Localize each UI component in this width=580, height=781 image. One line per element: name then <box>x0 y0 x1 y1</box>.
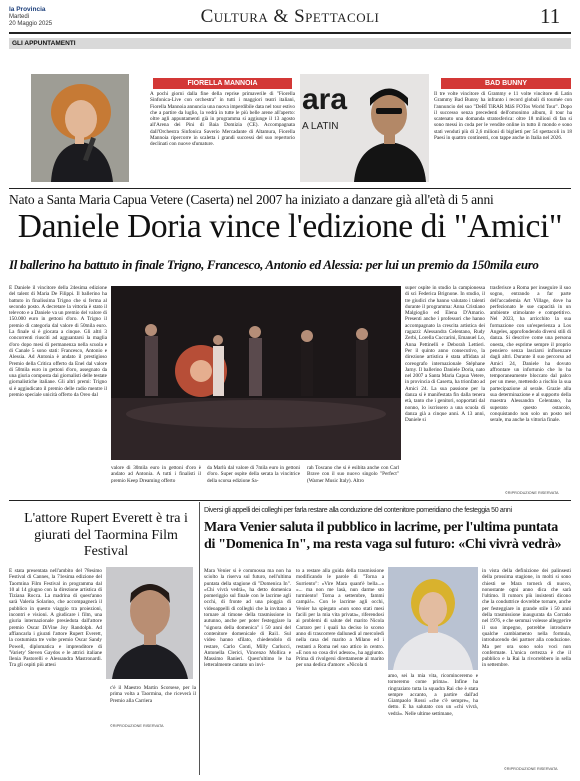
column-divider <box>199 502 200 775</box>
venier-col1: Mara Venier si è commossa ma non ha sciolto la riserva sul futuro, nell'ultima puntata della stagione di "Domenica In". «Chi vivrà vedrà», ha detto domenica pomeriggio sul finale con le lacrime agli occhi, di fronte ad una pioggia di videoappelli di colleghi che la invitano a tornare al timone della trasmissione in autunno, anche per poter festeggiare la "signora della domenica" i 50 anni del contenitore domenicale di Rai1. Sul video hanno sfilato, chiedendolo di restare, Carlo Conti, Milly Carlucci, Antonella Clerici, Vincenzo Mollica e Massimo Ranieri. Quest'ultimo le ha letteralmente cantato un invi- <box>204 568 291 669</box>
section-title: Cultura & Spettacoli <box>200 6 380 27</box>
everett-headline: L'attore Rupert Everett è tra i giurati del Taormina Film Festival <box>24 511 188 559</box>
venier-col3: amo, sei la mia vita, ricominceremo e torneremo come prima». Infine ha ringraziato tutta la squadra Rai che è stata sempre accanto, a partire dall'ad Giampaolo Rossi «che c'è sempre», ha detto. E ha salutato con un «chi vivrà, vedrà». Nelle ultime settimane, <box>388 673 478 717</box>
badbunny-photo <box>300 74 429 182</box>
venier-col2: to a restare alla guida della trasmissione modificando le parole di "Torna a Surriento": «Vire Mara quant'è bella...» «... ma non me lasà, nun darme sto turmiento! Torna a settembre, fammi campà!». Con le lacrime agli occhi, Venier ha spiegato «non sono stati mesi facili per la mia vita privata», riferendosi ai problemi di salute del marito Nicola Carraro per i quali ha deciso lo scorso anno di trascorrere dallunedì al mercoledì nella casa del marito a Milano ed i restanti a Roma nel suo attico in centro. «E non so cosa divi adesso», ha aggiunto. Prima di rivolgersi direttamente al marito per una dedica d'amore: «Nicola ti <box>296 568 384 669</box>
doria-col4: super ospite in studio la campionessa di sci Federica Brignone. In studio, il tre giudici che hanno valutato i talenti durante il programma: Anna Cristiano Malgioglio ed Elena D'Amario. Presenti anche i professori che hanno accompagnato la crescita artistica dei ragazzi: Alessandra Celentano, Rudy Zerbi, Lorella Cuccarini, Emanuel Lo, Anna Pettinelli e Deborah Lettieri. Per il quinto anno consecutivo, la direzione artistica è stata affidata al coreografo internazionale Stéphane Jarny. Il ballerino Daniele Doria, nato nel 2007 a Santa Maria Capua Vetere, in provincia di Caserta, ha trionfato ad Amici 24. La sua passione per la danza si è manifestata fin dalla tenera età, tanto che i genitori, sopportati dal nonno, lo iscrissero a una scuola di danza già a cinque anni. A 13 anni, Daniele si <box>405 285 485 424</box>
doria-photo <box>111 286 401 460</box>
venier-photo <box>388 567 478 670</box>
doria-caption2: da Marlù dal valore di 7mila euro in gettoni d'oro. Super ospite della serata la vincitrice della scorsa edizione Sa- <box>207 465 300 484</box>
mannoia-title: FIORELLA MANNOIA <box>153 78 292 89</box>
mannoia-body: A pochi giorni dalla fine della reprise primaverile di "Fiorella Sinfonica-Live con orchestra" in tutti i maggiori teatri italiani, Fiorella Mannoia annuncia una nuova imperdibile data nel tour estivo che a partire da luglio, la vedrà in tutte le più belle arene all'aperto: oltre agli appuntamenti già in programma si aggiunge il 13 agosto all'Arena dei Pini di Baia Domizia (CE). Accompagnata dall'Orchestra Sinfonica Saverio Mercadante di Altamura, Fiorella Mannoia ripercorre in scaletta i grandi successi del suo repertorio declinati con nuove sfumature. <box>150 91 295 148</box>
doria-col1: È Daniele il vincitore della 24esima edizione del talent di Maria De Filippi. Il ballerino ha battuto in finalissima Trigno che si ferma al secondo posto. A decretare la vittoria è stato il televoto e a Daniele va un premio del valore di 150.000 euro in gettoni d'oro. A Trigno il premio di categoria dal valore di 50mila euro. La finale si è giocata a cinque. Gli altri 3 concorrenti riusciti ad agguantarsi la maglia d'oro dopo mesi di permanenza nella scuola e di Canale 5 sono stati: Francesco, Antonio e Alessia. Ad Antonia è andato il prestigioso Premio della Critica offerto da Enel dal valore di 50mila euro in gettoni d'oro, assegnato da una giuria composta dai giornalisti delle testate giornalistiche italiane. Gli altri premi: Trigno si è aggiudicato il premio delle radio mentre il premio speciale unicità offerto da Oreo dal <box>9 285 107 399</box>
venier-col4: in vista della definizione dei palinsesti della prossima stagione, in molti si sono chiesti se Mara tornerà di nuovo, nonostante ogni anno dica che sarà l'ultimo. Il rumors più insistenti dicono che la conduttrice dovrebbe tornare, anche per festeggiare in grande stile i 50 anni della trasmissione inaugurata da Corrado nel 1976, e che semmai volesse alleggerire il suo impegno, potrebbe introdurre qualche cambiamento nella formula, introducendo dei partner alla conduzione. Ma per ora sono solo voci non confermate. L'unica certezza è che il pubblico e la Rai la rivorrebbero in sella in settembre. <box>482 568 571 669</box>
page-number: 11 <box>540 4 561 28</box>
venier-credit: ©RIPRODUZIONE RISERVATA <box>504 767 558 771</box>
everett-credit: ©RIPRODUZIONE RISERVATA <box>110 724 164 728</box>
venier-headline: Mara Venier saluta il pubblico in lacrime, per l'ultima puntata di "Domenica In", ma resta vaga sul futuro: «Chi vivrà vedrà» <box>204 520 562 552</box>
badbunny-title: BAD BUNNY <box>441 78 571 89</box>
day-label: Martedì <box>9 14 30 20</box>
doria-caption3: rah Toscano che si è esibita anche con Carl Brave con il suo nuovo singolo "Perfect" (Warner Music Italy). Altro <box>307 465 399 484</box>
date-label: 20 Maggio 2025 <box>9 21 53 27</box>
appuntamenti-label: GLI APPUNTAMENTI <box>12 40 76 47</box>
doria-headline: Daniele Doria vince l'edizione di "Amici" <box>17 208 563 245</box>
appuntamenti-bar <box>9 38 571 49</box>
doria-credit: ©RIPRODUZIONE RISERVATA <box>505 491 559 495</box>
venier-kicker: Diversi gli appelli dei colleghi per farla restare alla conduzione del contenitore pomeridiano che festeggia 50 anni <box>204 507 512 514</box>
everett-body: È stata presentata nell'ambito del 78esimo Festival di Cannes, la 71esima edizione del Taormina Film Festival in programma dal 10 al 14 giugno con la direzione artistica di Tiziana Rocca. La madrina di quest'anno sarà Valeria Solarino, che accompagnerà il pubblico in questo viaggio tra proiezioni, incontri e visioni. A giudicare i film, una giuria internazionale presieduta dall'attore premio Oscar DiVine Joy Randolph. Ad affiancarla i giurati l'attore Rupert Everett, la costumista tre volte premio Oscar Sandy Powell, diplomatica e imprenditore di 'Variety' Steven Gaydos e le attrici italiane Ilenia Pastorelli e Alessandra Mastronardi. Tra gli ospiti più attesi <box>9 568 102 669</box>
badbunny-body: Il tre volte vincitore di Grammy e 11 volte vincitore di Latin Grammy Bad Bunny ha infranto i record globali di tournée con l'annuncio del suo "DeBÍ TiRAR MáS FOTos World Tour". Dopo il successo senza precedenti dell'omonimo album, il tour ha scatenato una domanda stratosferica: oltre 18 milioni di fan si sono messi in coda per le vendite online in tutto il mondo e sono stati venduti più di 2,6 milioni di biglietti per 54 spettacoli in 18 Paesi in quattro continenti, con tappe anche in Italia nel 2026. <box>434 91 572 142</box>
doria-caption1: valore di 30mila euro in gettoni d'oro è andato ad Antonia. A tutti i finalisti il premio Keep Dreaming offerto <box>111 465 201 484</box>
everett-caption: c'è il Maestro Martin Scorsese, per la prima volta a Taormina, che riceverà il Premio alla Carriera <box>110 685 196 704</box>
everett-photo <box>106 567 193 679</box>
svg-text:A LATIN: A LATIN <box>302 121 339 132</box>
mannoia-photo <box>31 74 129 182</box>
doria-kicker: Nato a Santa Maria Capua Vetere (Caserta) nel 2007 ha iniziato a danzare già all'età di 5 anni <box>9 192 494 207</box>
svg-text:ara: ara <box>302 83 348 116</box>
doria-col5: trasferisce a Roma per inseguire il suo sogno, entrando a far parte dell'accademia Art Village, dove ha perfezionato le sue capacità in un ambiente stimolante e competitivo. Nel 2023, ha arricchito la sua formazione con un'esperienza a Los Angeles, approfondendo diversi stili di danza. Si descrive come una persona onesta, che esprime sempre il proprio pensiero senza lasciarsi influenzare dagli altri. Durante il suo percorso ad Amici 24, Daniele ha dovuto affrontare un infortunio che lo ha temporaneamente bloccato dal palco per un mese, mettendo a rischio la sua partecipazione al serale. Grazie alla sua determinazione e al supporto della maestra Alessandra Celentano, ha superato questo ostacolo, conquistando non solo un posto nel serale, ma anche la vittoria finale. <box>490 285 571 424</box>
paper-logo: la Provincia <box>9 6 46 13</box>
doria-subhead: Il ballerino ha battuto in finale Trigno, Francesco, Antonio ed Alessia: per lui un premio da 150mila euro <box>9 257 539 272</box>
